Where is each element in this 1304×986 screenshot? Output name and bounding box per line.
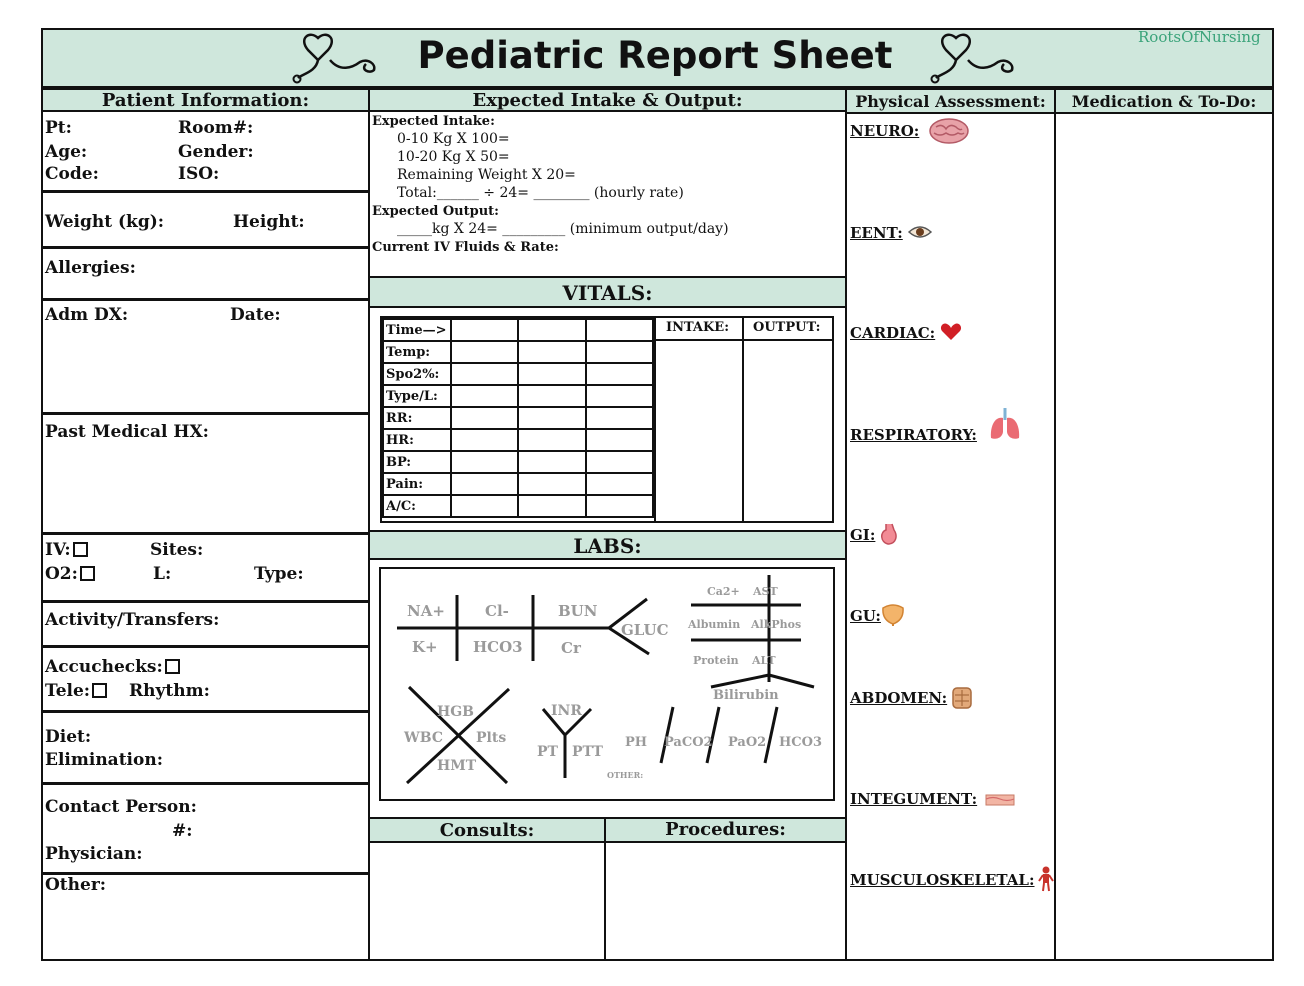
iv-label	[45, 540, 88, 560]
stomach-icon	[878, 522, 900, 546]
accuchecks-label	[45, 657, 180, 677]
divider	[41, 710, 370, 713]
lab-cr: Cr	[561, 639, 581, 657]
vitals-cell[interactable]	[586, 385, 653, 407]
intake-line-3: Remaining Weight X 20=	[397, 167, 576, 183]
vitals-row-label: Temp:	[383, 341, 451, 363]
intake-line-4: Total:______ ÷ 24= ________ (hourly rate)	[397, 185, 684, 201]
assessment-eent-label: EENT:	[850, 224, 903, 242]
lab-na: NA+	[407, 602, 445, 620]
tele-text: Tele:	[45, 681, 91, 701]
vitals-divider	[654, 339, 832, 341]
type-label: Type:	[254, 564, 304, 584]
room-label: Room#:	[178, 118, 254, 138]
vitals-divider	[654, 318, 656, 521]
o2-label	[45, 564, 95, 584]
assessment-respiratory-label: RESPIRATORY:	[850, 426, 977, 444]
lab-other: OTHER:	[607, 770, 644, 780]
gender-label: Gender:	[178, 142, 254, 162]
divider	[41, 782, 370, 785]
liters-label: L:	[153, 564, 172, 584]
patient-info-header: Patient Information:	[41, 88, 370, 112]
activity-label: Activity/Transfers:	[45, 610, 220, 630]
vitals-row-label: A/C:	[383, 495, 451, 517]
consults-divider	[604, 817, 606, 960]
vitals-cell[interactable]	[518, 473, 585, 495]
vitals-cell[interactable]	[518, 385, 585, 407]
divider	[41, 645, 370, 648]
assessment-musculoskeletal-label: MUSCULOSKELETAL:	[850, 871, 1035, 889]
current-iv-label: Current IV Fluids & Rate:	[372, 240, 559, 255]
brand-label: RootsOfNursing	[1138, 28, 1261, 46]
vitals-cell[interactable]	[451, 385, 518, 407]
stethoscope-icon	[928, 32, 1020, 84]
brain-icon	[928, 117, 970, 145]
vitals-cell[interactable]	[586, 407, 653, 429]
lab-k: K+	[412, 638, 438, 656]
vitals-cell[interactable]	[518, 363, 585, 385]
lab-hco3: HCO3	[473, 638, 523, 656]
vitals-cell[interactable]	[451, 341, 518, 363]
lab-hmt: HMT	[437, 758, 477, 774]
vitals-row	[383, 407, 653, 429]
vitals-row-label: Spo2%:	[383, 363, 451, 385]
lab-plts: Plts	[476, 730, 507, 746]
other-label: Other:	[45, 875, 107, 895]
physician-label: Physician:	[45, 844, 143, 864]
vitals-cell[interactable]	[518, 451, 585, 473]
bladder-icon	[880, 602, 906, 626]
heart-icon	[940, 322, 962, 342]
lab-ptt: PTT	[572, 744, 603, 760]
lab-ast: AST	[753, 585, 778, 598]
lab-pt: PT	[537, 744, 558, 760]
lab-paco2: PaCO2	[664, 735, 713, 750]
iso-label: ISO:	[178, 164, 220, 184]
code-label: Code:	[45, 164, 99, 184]
lab-hco3-abg: HCO3	[779, 735, 822, 750]
age-label: Age:	[45, 142, 88, 162]
page-title: Pediatric Report Sheet	[417, 34, 893, 77]
medication-header: Medication & To-Do:	[1054, 88, 1274, 114]
intake-output-header: Expected Intake & Output:	[368, 88, 847, 112]
lab-bun: BUN	[558, 602, 598, 620]
vitals-row-label: Time—>	[383, 319, 451, 341]
tele-label	[45, 681, 107, 701]
o2-checkbox[interactable]	[80, 566, 95, 581]
lab-ca: Ca2+	[707, 585, 740, 598]
divider	[41, 600, 370, 603]
intake-line-1: 0-10 Kg X 100=	[397, 131, 510, 147]
vitals-row	[383, 319, 653, 341]
vitals-cell[interactable]	[518, 495, 585, 517]
divider	[41, 246, 370, 249]
adm-dx-label: Adm DX:	[45, 305, 129, 325]
vitals-cell[interactable]	[518, 341, 585, 363]
lab-hgb: HGB	[437, 704, 475, 720]
vitals-row	[383, 429, 653, 451]
contact-number-label: #:	[172, 821, 193, 841]
accuchecks-text: Accuchecks:	[45, 657, 163, 677]
vitals-cell[interactable]	[451, 495, 518, 517]
vitals-row	[383, 451, 653, 473]
abdomen-icon	[950, 686, 974, 710]
output-line: _____kg X 24= _________ (minimum output/day)	[397, 221, 729, 237]
vitals-row	[383, 385, 653, 407]
lab-cl: Cl-	[485, 602, 509, 620]
column-divider	[1054, 88, 1056, 960]
diet-label: Diet:	[45, 727, 92, 747]
accuchecks-checkbox[interactable]	[165, 659, 180, 674]
assessment-cardiac-label: CARDIAC:	[850, 324, 936, 342]
vitals-row	[383, 341, 653, 363]
vitals-cell[interactable]	[518, 319, 585, 341]
vitals-cell[interactable]	[451, 451, 518, 473]
vitals-row-label: Type/L:	[383, 385, 451, 407]
vitals-cell[interactable]	[518, 429, 585, 451]
vitals-header: VITALS:	[368, 276, 847, 308]
divider	[41, 298, 370, 301]
lab-pao2: PaO2	[728, 735, 767, 750]
expected-intake-label: Expected Intake:	[372, 114, 495, 129]
vitals-row-label: RR:	[383, 407, 451, 429]
intake-column-label: INTAKE:	[666, 320, 730, 335]
intake-line-2: 10-20 Kg X 50=	[397, 149, 510, 165]
weight-label: Weight (kg):	[45, 212, 165, 232]
vitals-row-label: HR:	[383, 429, 451, 451]
skin-icon	[985, 794, 1015, 806]
tele-checkbox[interactable]	[92, 683, 107, 698]
skeleton-icon	[1038, 866, 1054, 892]
pt-label: Pt:	[45, 118, 72, 138]
assessment-gi-label: GI:	[850, 526, 876, 544]
lungs-icon	[988, 406, 1022, 442]
assessment-gu-label: GU:	[850, 607, 881, 625]
procedures-header: Procedures:	[604, 817, 847, 843]
vitals-cell[interactable]	[451, 407, 518, 429]
vitals-cell[interactable]	[586, 319, 653, 341]
output-column-label: OUTPUT:	[753, 320, 821, 335]
vitals-row	[383, 473, 653, 495]
iv-text: IV:	[45, 540, 71, 560]
labs-header: LABS:	[368, 530, 847, 560]
assessment-integument-label: INTEGUMENT:	[850, 790, 978, 808]
contact-label: Contact Person:	[45, 797, 197, 817]
vitals-row	[383, 363, 653, 385]
vitals-cell[interactable]	[586, 495, 653, 517]
lab-protein: Protein	[693, 654, 739, 667]
vitals-divider	[742, 318, 744, 521]
assessment-abdomen-label: ABDOMEN:	[850, 689, 948, 707]
vitals-cell[interactable]	[518, 407, 585, 429]
vitals-cell[interactable]	[586, 451, 653, 473]
rhythm-label: Rhythm:	[129, 681, 210, 701]
allergies-label: Allergies:	[45, 258, 136, 278]
vitals-cell[interactable]	[451, 473, 518, 495]
lab-inr: INR	[551, 703, 582, 719]
vitals-row	[383, 495, 653, 517]
lab-bilirubin: Bilirubin	[713, 688, 779, 703]
physical-assessment-header: Physical Assessment:	[845, 88, 1056, 114]
iv-checkbox[interactable]	[73, 542, 88, 557]
divider	[41, 190, 370, 193]
divider	[41, 412, 370, 415]
consults-header: Consults:	[368, 817, 606, 843]
height-label: Height:	[233, 212, 305, 232]
date-label: Date:	[230, 305, 281, 325]
elimination-label: Elimination:	[45, 750, 163, 770]
sites-label: Sites:	[150, 540, 204, 560]
vitals-cell[interactable]	[451, 363, 518, 385]
lab-alt: ALT	[752, 654, 776, 667]
lab-alkphos: AlkPhos	[751, 618, 802, 631]
expected-output-label: Expected Output:	[372, 204, 499, 219]
vitals-cell[interactable]	[586, 473, 653, 495]
assessment-neuro-label: NEURO:	[850, 122, 920, 140]
lab-gluc: GLUC	[621, 621, 669, 639]
lab-ph: PH	[625, 735, 648, 750]
vitals-cell[interactable]	[451, 319, 518, 341]
vitals-cell[interactable]	[451, 429, 518, 451]
vitals-row-label: BP:	[383, 451, 451, 473]
stethoscope-icon	[290, 32, 382, 84]
lab-albumin: Albumin	[688, 618, 741, 631]
vitals-cell[interactable]	[586, 341, 653, 363]
lab-wbc: WBC	[404, 730, 443, 746]
vitals-row-label: Pain:	[383, 473, 451, 495]
vitals-table	[382, 318, 654, 518]
past-medical-label: Past Medical HX:	[45, 422, 209, 442]
divider	[41, 532, 370, 535]
o2-text: O2:	[45, 564, 78, 584]
eye-icon	[907, 224, 933, 240]
vitals-cell[interactable]	[586, 429, 653, 451]
vitals-cell[interactable]	[586, 363, 653, 385]
